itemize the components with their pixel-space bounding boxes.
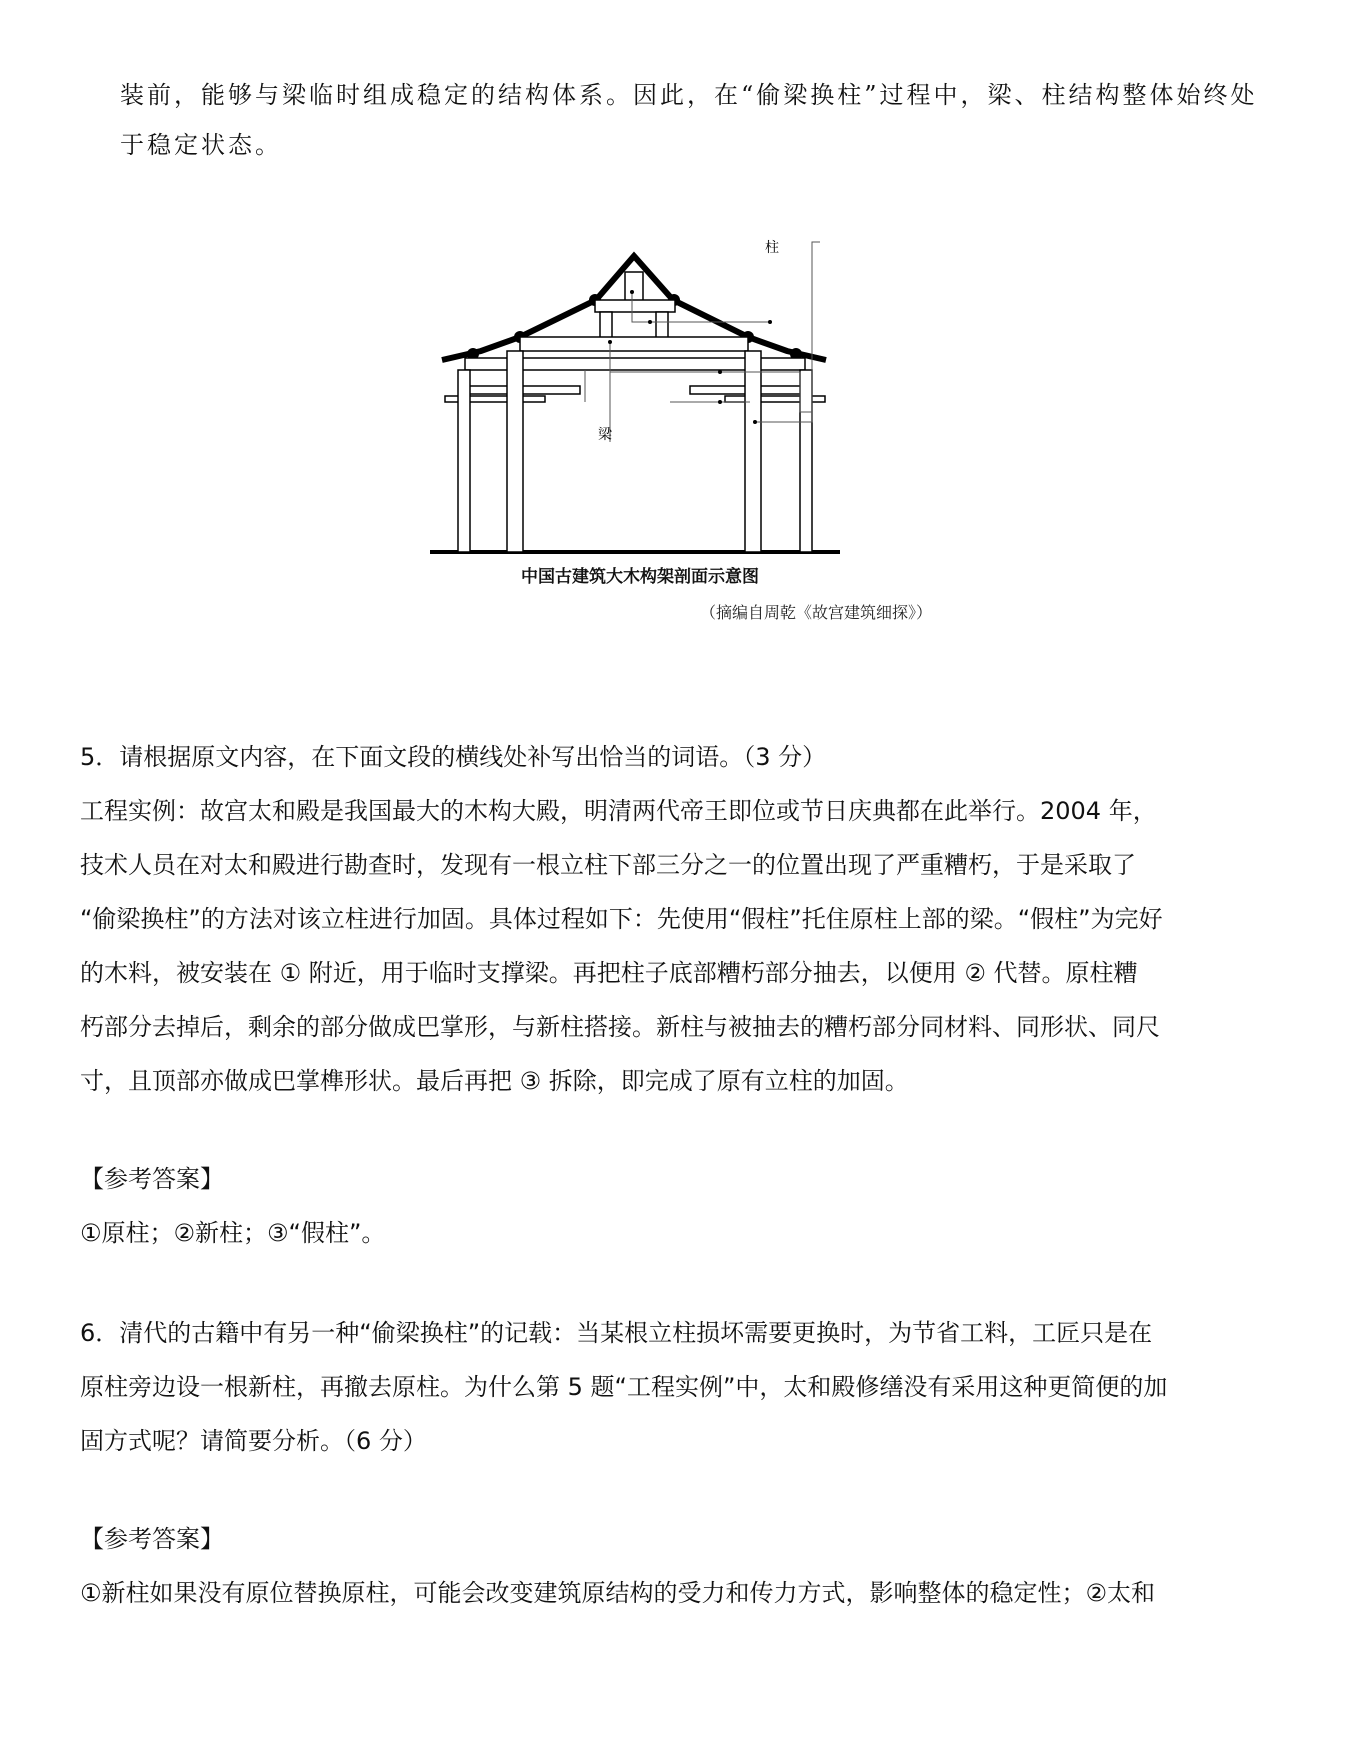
outer-column-right xyxy=(800,370,812,552)
q6-answer-label: 【参考答案】 xyxy=(80,1525,224,1553)
timber-frame-diagram xyxy=(420,240,880,562)
label-liang: 梁 xyxy=(598,427,612,443)
q5-line-1: 工程实例：故宫太和殿是我国最大的木构大殿，明清两代帝王即位或节日庆典都在此举行。2004 年， xyxy=(80,797,1157,825)
intro-line-2: 于稳定状态。 xyxy=(120,131,282,159)
q5-line-5: 朽部分去掉后，剩余的部分做成巴掌形，与新柱搭接。新柱与被抽去的糟朽部分同材料、同形状、同尺 xyxy=(80,1013,1160,1041)
top-beam xyxy=(595,300,675,312)
q5-line-2: 技术人员在对太和殿进行勘查时，发现有一根立柱下部三分之一的位置出现了严重糟朽，于是采取了 xyxy=(80,851,1136,879)
q6-line-2: 原柱旁边设一根新柱，再撤去原柱。为什么第 5 题“工程实例”中，太和殿修缮没有采用这种更简便的加 xyxy=(80,1373,1168,1401)
figure-caption: 中国古建筑大木构架剖面示意图 xyxy=(521,567,759,587)
q6-line-3: 固方式呢？请简要分析。（6 分） xyxy=(80,1427,427,1455)
q6-line-1: 6．清代的古籍中有另一种“偷梁换柱”的记载：当某根立柱损坏需要更换时，为节省工料，工匠只是在 xyxy=(80,1319,1153,1347)
questions xyxy=(80,730,1280,1620)
intro-paragraph xyxy=(120,70,1280,170)
q5-line-4: 的木料，被安装在 ① 附近，用于临时支撑梁。再把柱子底部糟朽部分抽去，以便用 ② 代替。原柱糟 xyxy=(80,959,1138,987)
intro-line-1: 装前，能够与梁临时组成稳定的结构体系。因此，在“偷梁换柱”过程中，梁、柱结构整体始终处 xyxy=(120,81,1258,109)
inner-column-left xyxy=(507,351,523,552)
q5-line-6: 寸，且顶部亦做成巴掌榫形状。最后再把 ③ 拆除，即完成了原有立柱的加固。 xyxy=(80,1067,909,1095)
q5-answer: ①原柱；②新柱；③“假柱”。 xyxy=(80,1219,386,1247)
figure-source: （摘编自周乾《故宫建筑细探》） xyxy=(700,603,933,622)
q5-line-3: “偷梁换柱”的方法对该立柱进行加固。具体过程如下：先使用“假柱”托住原柱上部的梁。“假柱”为完好 xyxy=(80,905,1163,933)
inner-column-right xyxy=(745,351,761,552)
ridge-post xyxy=(625,272,643,302)
outer-column-left xyxy=(458,370,470,552)
q6-answer-line-1: ①新柱如果没有原位替换原柱，可能会改变建筑原结构的受力和传力方式，影响整体的稳定性；②太和 xyxy=(80,1579,1156,1607)
diagram-svg xyxy=(420,240,880,562)
middle-beam xyxy=(520,337,748,351)
q5-stem: 5．请根据原文内容，在下面文段的横线处补写出恰当的词语。（3 分） xyxy=(80,743,827,771)
label-zhu: 柱 xyxy=(765,240,779,256)
q5-answer-label: 【参考答案】 xyxy=(80,1165,224,1193)
